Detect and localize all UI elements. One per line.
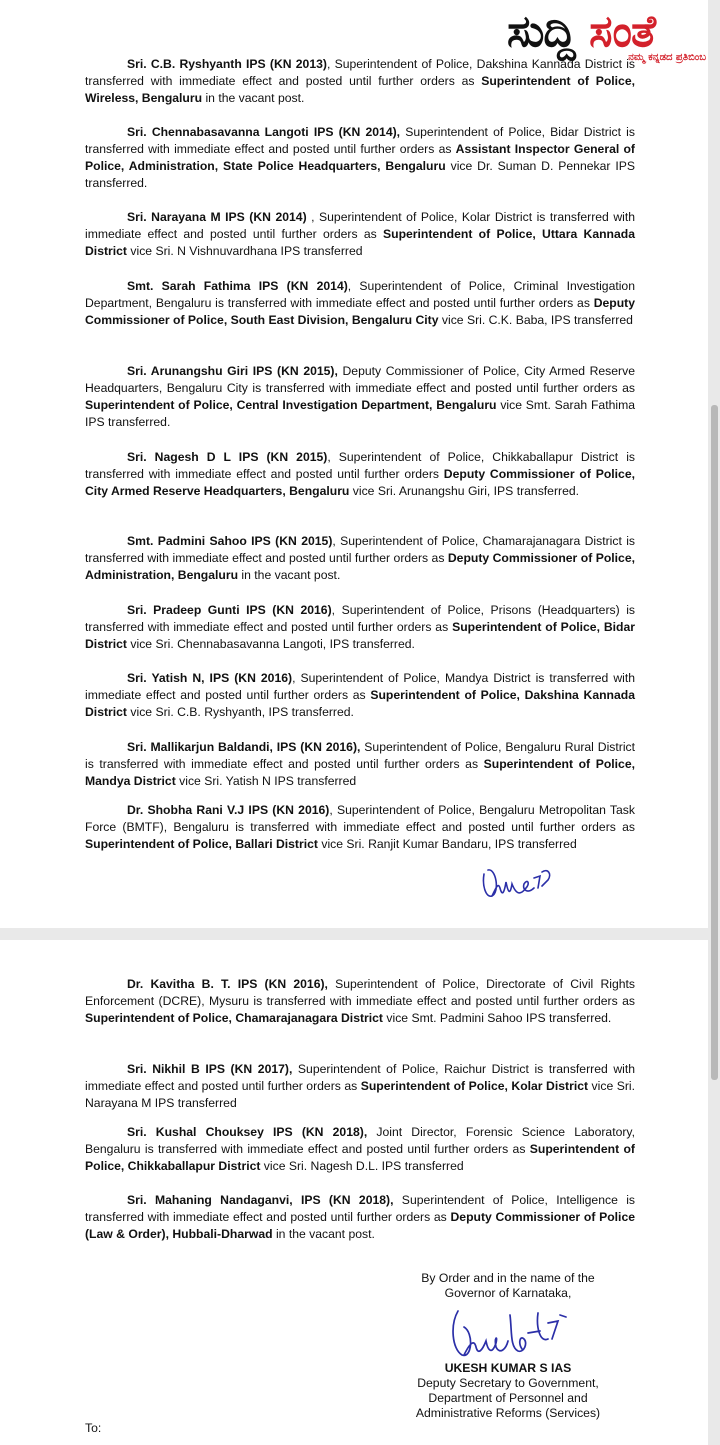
officer-details: UKESH KUMAR S IAS Deputy Secretary to Government, Department of Personnel and Administrative Reforms (Services) xyxy=(398,1361,618,1421)
transfer-order-9: Sri. Yatish N, IPS (KN 2016), Superintendent of Police, Mandya District is transferred with immediate effect and posted until further orders as Superintendent of Police, Dakshina Kannada District vice Sri. C.B. Ryshyanth, IPS transferred. xyxy=(85,671,636,719)
transfer-order-3: Sri. Narayana M IPS (KN 2014) , Superintendent of Police, Kolar District is transferred with immediate effect and posted until further orders as Superintendent of Police, Uttara Kannada District vice Sri. N Vishnuvardhana IPS transferred xyxy=(85,210,635,258)
transfer-order-15: Sri. Mahaning Nandaganvi, IPS (KN 2018), Superintendent of Police, Intelligence is transferred with immediate effect and posted until further orders as Deputy Commissioner of Police (Law & Order), Hubbali-Dharwad in the vacant post. xyxy=(85,1193,635,1241)
transfer-order-7: Smt. Padmini Sahoo IPS (KN 2015), Superintendent of Police, Chamarajanagara District is transferred with immediate effect and posted until further orders as Deputy Commissioner of Police, Administration, Bengaluru in the vacant post. xyxy=(85,534,636,582)
to-label: To: xyxy=(85,1421,102,1435)
officer-signature xyxy=(448,1303,578,1361)
transfer-order-5: Sri. Arunangshu Giri IPS (KN 2015), Deputy Commissioner of Police, City Armed Reserve Headquarters, Bengaluru City is transferred with immediate effect and posted until further orders as Superintendent of Police, Central Investigation Department, Bengaluru vice Smt. Sarah Fathima IPS transferred. xyxy=(85,364,635,429)
transfer-order-4: Smt. Sarah Fathima IPS (KN 2014), Superintendent of Police, Criminal Investigation Department, Bengaluru is transferred with immediate effect and posted until further orders as Deputy Commissioner of Police, South East Division, Bengaluru City vice Sri. C.K. Baba, IPS transferred xyxy=(85,279,635,327)
transfer-order-11: Dr. Shobha Rani V.J IPS (KN 2016), Superintendent of Police, Bengaluru Metropolitan Task Force (BMTF), Bengaluru is transferred with immediate effect and posted until further orders as Superintendent of Police, Ballari District vice Sri. Ranjit Kumar Bandaru, IPS transferred xyxy=(85,803,635,851)
transfer-order-8: Sri. Pradeep Gunti IPS (KN 2016), Superintendent of Police, Prisons (Headquarters) is transferred with immediate effect and posted until further orders as Superintendent of Police, Bidar District vice Sri. Chennabasavanna Langoti, IPS transferred. xyxy=(85,603,635,651)
transfer-order-6: Sri. Nagesh D L IPS (KN 2015), Superintendent of Police, Chikkaballapur District is transferred with immediate effect and posted until further orders Deputy Commissioner of Police, City Armed Reserve Headquarters, Bengaluru vice Sri. Arunangshu Giri, IPS transferred. xyxy=(85,450,635,498)
transfer-order-14: Sri. Kushal Chouksey IPS (KN 2018), Joint Director, Forensic Science Laboratory, Bengaluru is transferred with immediate effect and posted until further orders as Superintendent of Police, Chikkaballapur District vice Sri. Nagesh D.L. IPS transferred xyxy=(85,1125,635,1173)
vertical-scrollbar[interactable] xyxy=(711,405,718,1080)
suddi-sante-logo: ಸುದ್ದಿ ಸಂತೆ ನಮ್ಮ ಕನ್ನಡದ ಪ್ರತಿಬಿಂಬ xyxy=(507,6,706,63)
transfer-order-1: Sri. C.B. Ryshyanth IPS (KN 2013), Superintendent of Police, Dakshina Kannada District is transferred with immediate effect and posted until further orders as Superintendent of Police, Wireless, Bengaluru in the vacant post. xyxy=(85,57,635,105)
transfer-order-12: Dr. Kavitha B. T. IPS (KN 2016), Superintendent of Police, Directorate of Civil Rights Enforcement (DCRE), Mysuru is transferred with immediate effect and posted until further orders as Superintendent of Police, Chamarajanagara District vice Smt. Padmini Sahoo IPS transferred. xyxy=(85,977,635,1025)
officer-name: UKESH KUMAR S IAS xyxy=(444,1361,572,1375)
order-authority: By Order and in the name of the Governor of Karnataka, xyxy=(421,1271,595,1300)
initials-signature xyxy=(478,858,560,904)
transfer-order-10: Sri. Mallikarjun Baldandi, IPS (KN 2016), Superintendent of Police, Bengaluru Rural District is transferred with immediate effect and posted until further orders as Superintendent of Police, Mandya District vice Sri. Yatish N IPS transferred xyxy=(85,740,636,788)
transfer-order-13: Sri. Nikhil B IPS (KN 2017), Superintendent of Police, Raichur District is transferred with immediate effect and posted until further orders as Superintendent of Police, Kolar District vice Sri. Narayana M IPS transferred xyxy=(85,1062,635,1110)
transfer-order-2: Sri. Chennabasavanna Langoti IPS (KN 2014), Superintendent of Police, Bidar District is transferred with immediate effect and posted until further orders as Assistant Inspector General of Police, Administration, State Police Headquarters, Bengaluru vice Dr. Suman D. Pennekar IPS transferred. xyxy=(85,125,635,190)
